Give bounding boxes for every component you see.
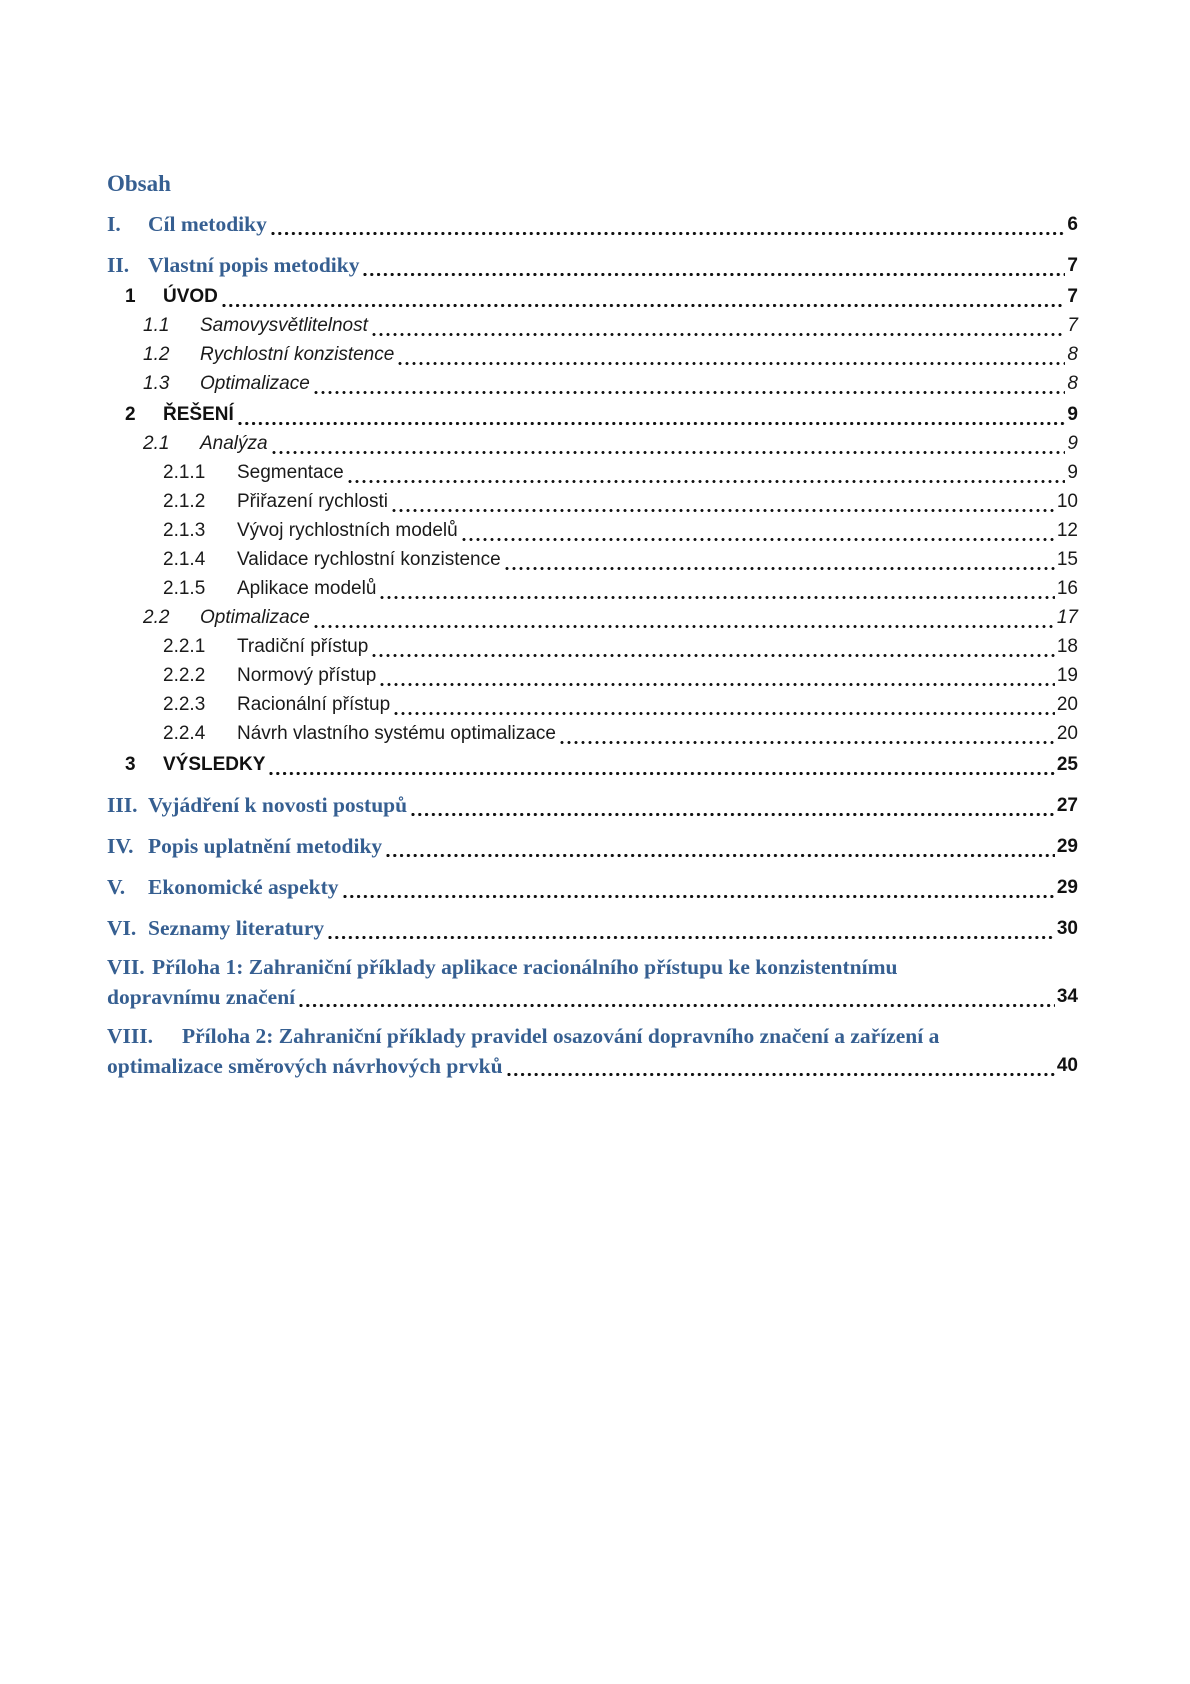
toc-entry xyxy=(107,1021,1078,1081)
dot-leader xyxy=(379,681,1054,690)
toc-entry-number: 1.3 xyxy=(143,373,170,394)
toc-entry-label: ŘEŠENÍ xyxy=(163,404,234,425)
dot-leader xyxy=(559,739,1055,748)
toc-entry-page-number: 8 xyxy=(1067,373,1078,394)
toc-entry-label: Návrh vlastního systému optimalizace xyxy=(237,723,556,744)
toc-entry-line-1 xyxy=(107,952,1078,982)
toc-entry-number: 2 xyxy=(125,404,136,425)
dot-leader xyxy=(397,360,1065,369)
toc-entry xyxy=(107,210,1078,239)
toc-entry-number: 2.2.1 xyxy=(163,636,206,657)
dot-leader xyxy=(313,389,1066,398)
toc-entry-label: Vlastní popis metodiky xyxy=(148,253,360,277)
toc-entry-page-number: 10 xyxy=(1056,491,1078,512)
toc-entry-page-number: 40 xyxy=(1056,1055,1078,1076)
toc-entry-line-2 xyxy=(107,982,1078,1012)
toc-entry-page-number: 19 xyxy=(1056,665,1078,686)
toc-entry-number: 2.1.5 xyxy=(163,578,206,599)
toc-entry-number: 2.2.2 xyxy=(163,665,206,686)
toc-entry-label: Normový přístup xyxy=(237,665,377,686)
toc-entry xyxy=(107,574,1078,603)
toc-entry xyxy=(107,369,1078,398)
toc-entry-page-number: 6 xyxy=(1067,214,1078,235)
toc-entry-label: Vývoj rychlostních modelů xyxy=(237,520,458,541)
toc-entry-number: VII. xyxy=(107,955,145,979)
dot-leader xyxy=(327,934,1055,943)
toc-entry xyxy=(107,340,1078,369)
toc-entry-label: Optimalizace xyxy=(200,373,310,394)
dot-leader xyxy=(237,420,1066,429)
dot-leader xyxy=(410,811,1055,820)
dot-leader xyxy=(342,893,1055,902)
toc-entry-number: II. xyxy=(107,253,130,277)
toc-entry-page-number: 27 xyxy=(1056,795,1078,816)
toc-entry-label: Tradiční přístup xyxy=(237,636,369,657)
toc-entry-label: Aplikace modelů xyxy=(237,578,377,599)
toc-entry-number: IV. xyxy=(107,834,134,858)
toc-entry xyxy=(107,311,1078,340)
toc-entry-label: Validace rychlostní konzistence xyxy=(237,549,501,570)
dot-leader xyxy=(506,1072,1055,1081)
dot-leader xyxy=(221,302,1066,311)
toc-entry-label: Vyjádření k novosti postupů xyxy=(148,793,408,817)
toc-entry xyxy=(107,661,1078,690)
toc-entry-page-number: 20 xyxy=(1056,694,1078,715)
dot-leader xyxy=(313,623,1055,632)
toc-entry-label: Samovysvětlitelnost xyxy=(200,315,368,336)
toc-entry-page-number: 34 xyxy=(1056,986,1078,1007)
toc-entry xyxy=(107,487,1078,516)
toc-entry-label-continued: optimalizace směrových návrhových prvků xyxy=(107,1054,503,1078)
toc-entry-label-continued: dopravnímu značení xyxy=(107,985,296,1009)
toc-entry-page-number: 12 xyxy=(1056,520,1078,541)
dot-leader xyxy=(504,565,1055,574)
toc-entry-page-number: 8 xyxy=(1067,344,1078,365)
toc-entry-number: V. xyxy=(107,875,126,899)
toc-entry-number: III. xyxy=(107,793,138,817)
toc-entry-number: 1 xyxy=(125,286,136,307)
toc-entry-page-number: 7 xyxy=(1067,255,1078,276)
toc-entry-number: 2.2.4 xyxy=(163,723,206,744)
toc-entry-label: Příloha 1: Zahraniční příklady aplikace racionálního přístupu ke konzistentnímu xyxy=(152,955,898,979)
toc-entry-number: 2.1.4 xyxy=(163,549,206,570)
dot-leader xyxy=(271,449,1066,458)
toc-entry xyxy=(107,458,1078,487)
toc-entry xyxy=(107,719,1078,748)
dot-leader xyxy=(371,652,1055,661)
dot-leader xyxy=(268,770,1054,779)
dot-leader xyxy=(347,478,1066,487)
toc-title: Obsah xyxy=(107,171,171,196)
dot-leader xyxy=(371,331,1066,340)
toc-entry-label: ÚVOD xyxy=(163,286,218,307)
toc-entry-number: VIII. xyxy=(107,1024,154,1048)
toc-entry-number: VI. xyxy=(107,916,137,940)
toc-entry-page-number: 9 xyxy=(1067,404,1078,425)
toc-entry-label: Rychlostní konzistence xyxy=(200,344,395,365)
toc-entry xyxy=(107,750,1078,779)
toc-entry-number: 2.1.1 xyxy=(163,462,206,483)
toc-entry-number: 1.2 xyxy=(143,344,170,365)
toc-entry-page-number: 7 xyxy=(1067,315,1078,336)
toc-entry-number: 2.2 xyxy=(143,607,170,628)
toc-entry-label: Analýza xyxy=(200,433,268,454)
table-of-contents xyxy=(107,210,1078,1081)
toc-entry-page-number: 29 xyxy=(1056,877,1078,898)
toc-entry xyxy=(107,832,1078,861)
dot-leader xyxy=(461,536,1055,545)
toc-entry-number: 1.1 xyxy=(143,315,170,336)
toc-entry-page-number: 25 xyxy=(1056,754,1078,775)
toc-entry xyxy=(107,516,1078,545)
toc-entry-number: 2.1 xyxy=(143,433,170,454)
toc-entry-number: 3 xyxy=(125,754,136,775)
toc-entry-page-number: 9 xyxy=(1067,433,1078,454)
toc-entry xyxy=(107,690,1078,719)
dot-leader xyxy=(393,710,1055,719)
toc-entry xyxy=(107,545,1078,574)
toc-entry xyxy=(107,282,1078,311)
toc-entry-number: 2.1.3 xyxy=(163,520,206,541)
toc-entry-label: Optimalizace xyxy=(200,607,310,628)
toc-entry-number: 2.2.3 xyxy=(163,694,206,715)
toc-entry xyxy=(107,429,1078,458)
toc-entry-label: Ekonomické aspekty xyxy=(148,875,339,899)
toc-entry xyxy=(107,791,1078,820)
toc-entry xyxy=(107,603,1078,632)
toc-entry-line-1 xyxy=(107,1021,1078,1051)
toc-entry-page-number: 7 xyxy=(1067,286,1078,307)
toc-entry-page-number: 9 xyxy=(1067,462,1078,483)
toc-entry-page-number: 17 xyxy=(1056,607,1078,628)
toc-entry-number: 2.1.2 xyxy=(163,491,206,512)
dot-leader xyxy=(391,507,1055,516)
toc-entry-label: Popis uplatnění metodiky xyxy=(148,834,383,858)
toc-entry-page-number: 15 xyxy=(1056,549,1078,570)
toc-entry xyxy=(107,914,1078,943)
dot-leader xyxy=(298,1003,1055,1012)
toc-entry xyxy=(107,952,1078,1012)
toc-entry-label: Segmentace xyxy=(237,462,344,483)
dot-leader xyxy=(362,271,1065,280)
toc-entry xyxy=(107,251,1078,280)
toc-entry-page-number: 18 xyxy=(1056,636,1078,657)
toc-entry-label: VÝSLEDKY xyxy=(163,754,266,775)
dot-leader xyxy=(379,594,1054,603)
toc-entry-label: Přiřazení rychlosti xyxy=(237,491,388,512)
toc-entry-line-2 xyxy=(107,1051,1078,1081)
toc-entry-page-number: 29 xyxy=(1056,836,1078,857)
dot-leader xyxy=(270,230,1066,239)
dot-leader xyxy=(385,852,1055,861)
toc-entry-page-number: 30 xyxy=(1056,918,1078,939)
toc-entry xyxy=(107,873,1078,902)
toc-entry-page-number: 20 xyxy=(1056,723,1078,744)
toc-entry-number: I. xyxy=(107,212,121,236)
toc-entry-label: Cíl metodiky xyxy=(148,212,267,236)
toc-entry xyxy=(107,400,1078,429)
toc-entry xyxy=(107,632,1078,661)
toc-entry-label: Příloha 2: Zahraniční příklady pravidel osazování dopravního značení a zařízení a xyxy=(182,1024,940,1048)
toc-entry-page-number: 16 xyxy=(1056,578,1078,599)
toc-entry-label: Seznamy literatury xyxy=(148,916,325,940)
toc-entry-label: Racionální přístup xyxy=(237,694,391,715)
